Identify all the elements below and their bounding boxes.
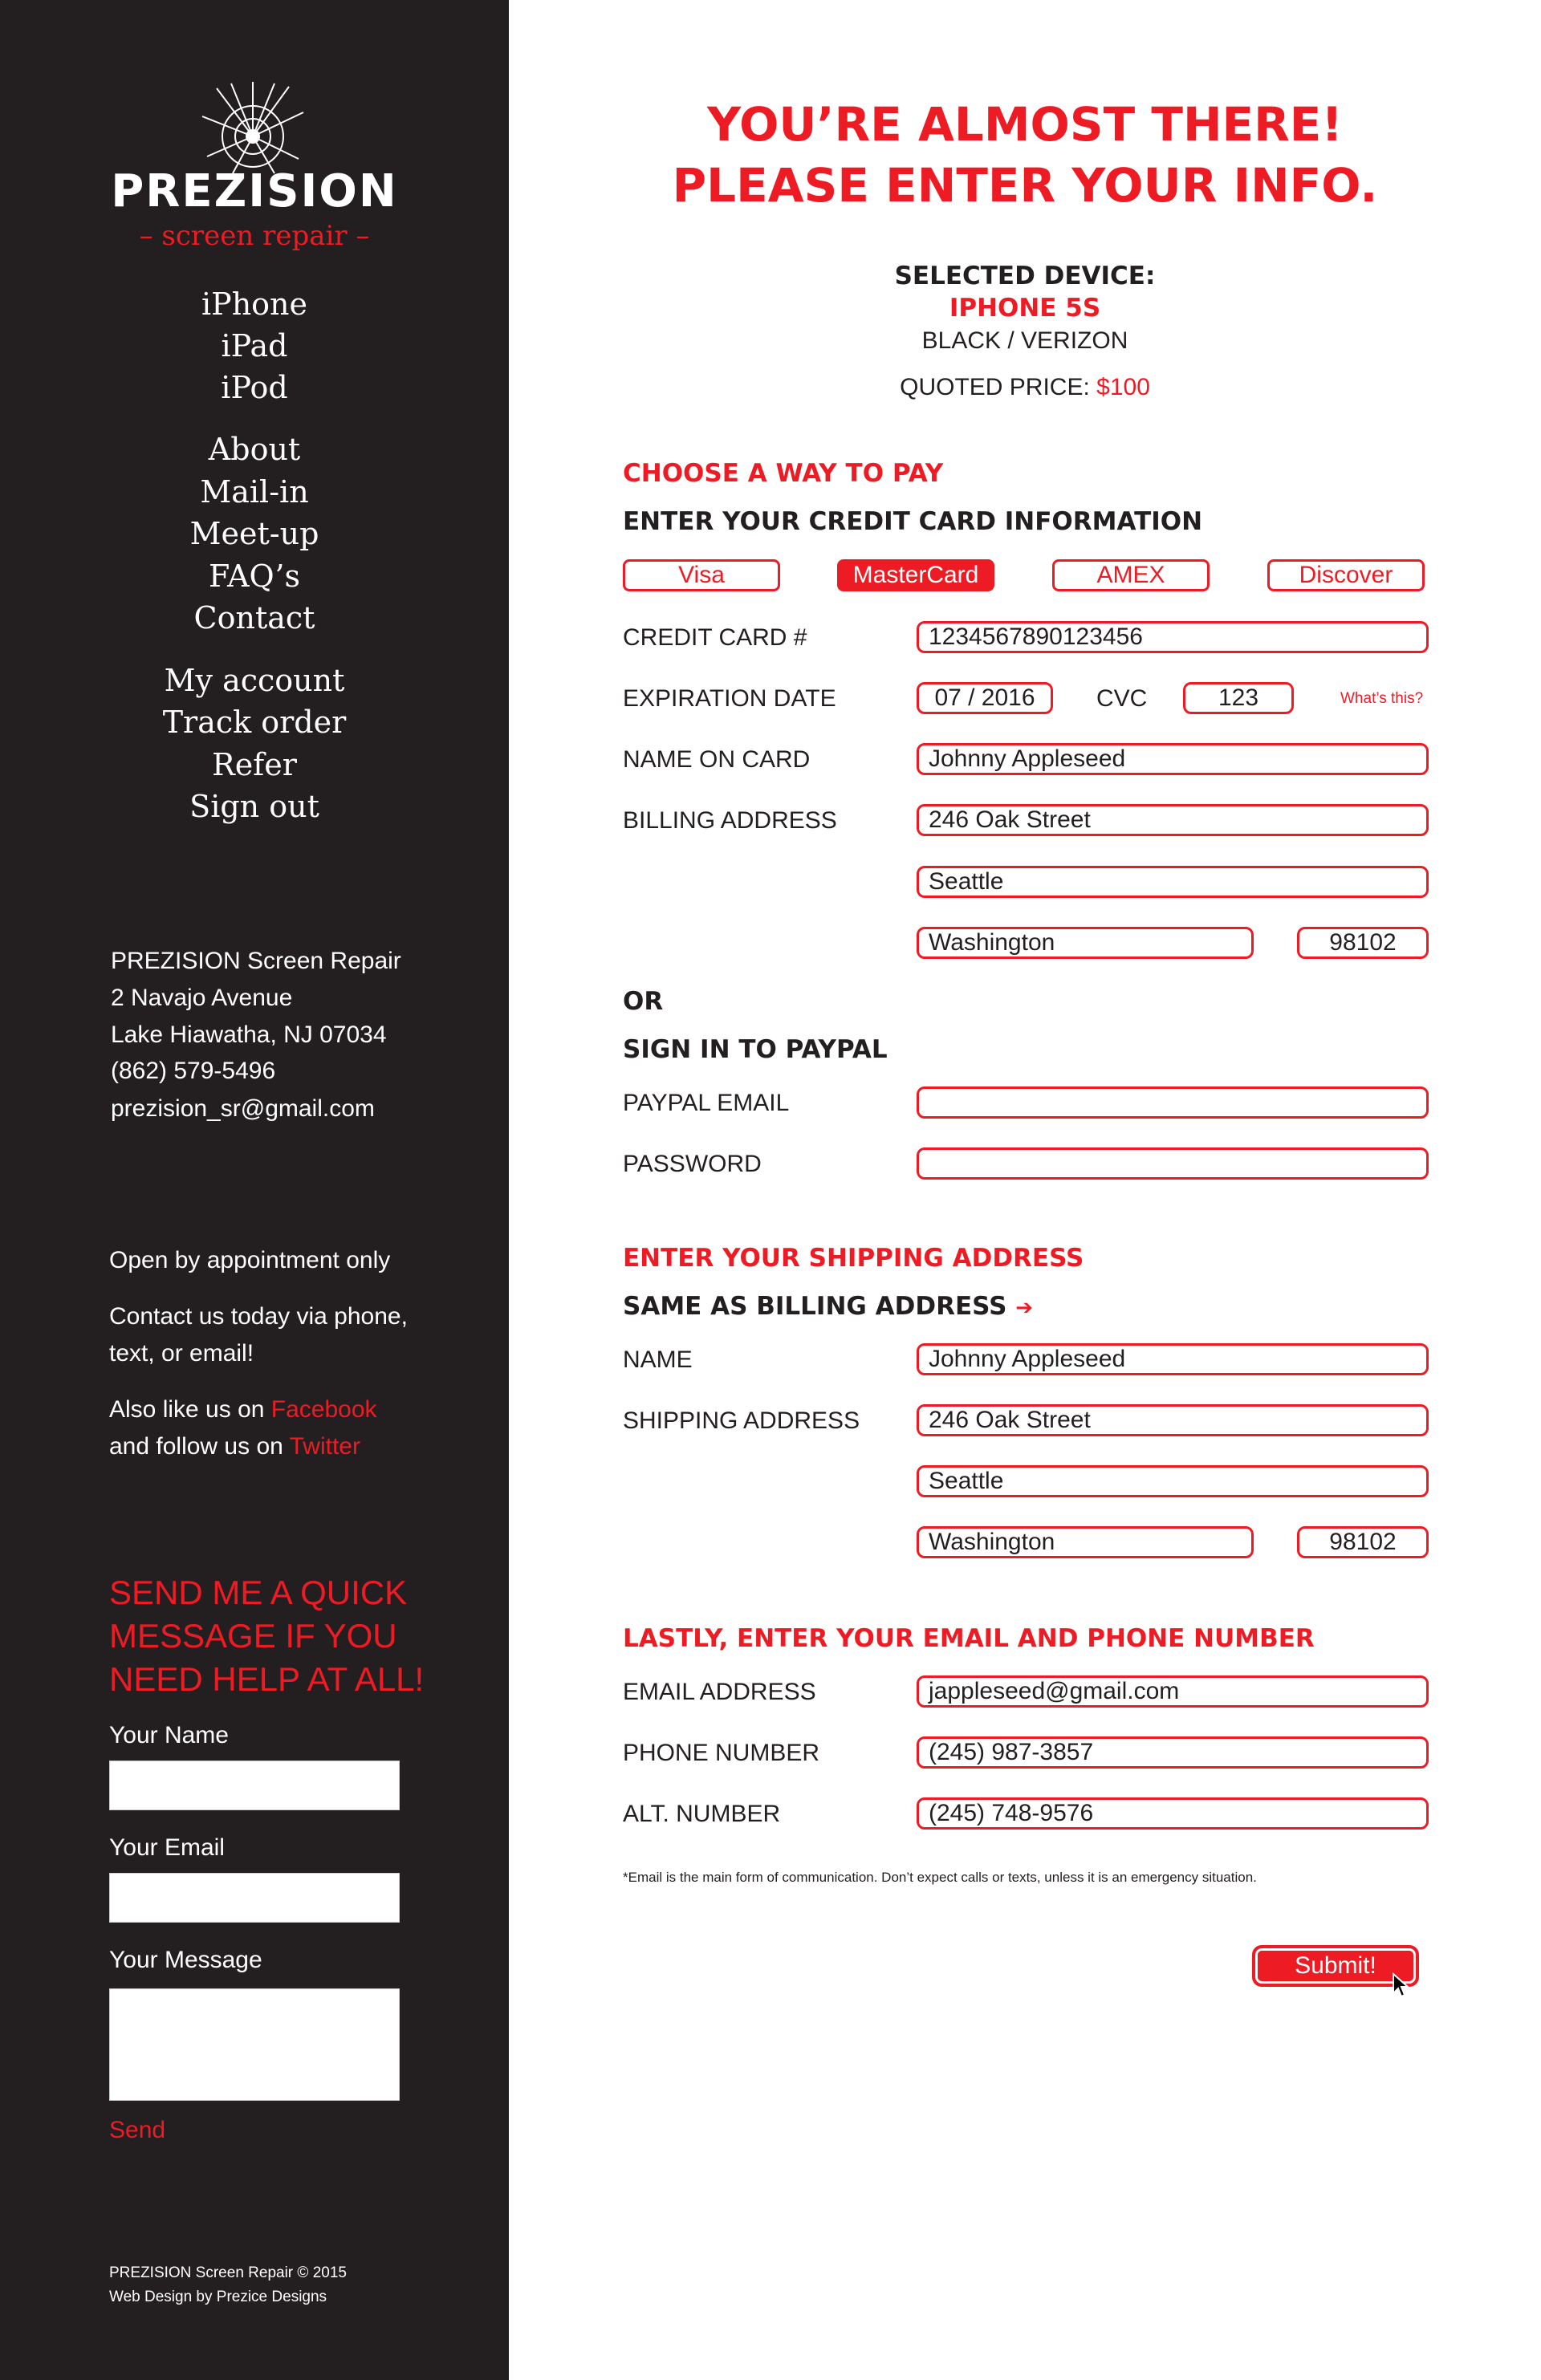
email-phone-heading: LASTLY, ENTER YOUR EMAIL AND PHONE NUMBER (623, 1624, 1315, 1653)
shipping-heading: ENTER YOUR SHIPPING ADDRESS (623, 1244, 1084, 1273)
shipping-zip-field[interactable]: 98102 (1297, 1526, 1429, 1558)
billing-state-field[interactable]: Washington (917, 927, 1254, 959)
nav-track-order[interactable]: Track order (162, 705, 347, 740)
billing-city-field[interactable]: Seattle (917, 866, 1429, 898)
company-name: PREZISION Screen Repair (111, 948, 401, 974)
facebook-link[interactable]: Facebook (270, 1396, 377, 1423)
nav-my-account[interactable]: My account (164, 663, 345, 698)
shipping-name-field[interactable]: Johnny Appleseed (917, 1343, 1429, 1375)
selected-device-heading: SELECTED DEVICE: (894, 262, 1156, 290)
company-street: 2 Navajo Avenue (111, 985, 293, 1011)
shipping-state-field[interactable]: Washington (917, 1526, 1254, 1558)
password-field[interactable] (917, 1147, 1429, 1180)
company-phone[interactable]: (862) 579-5496 (111, 1058, 276, 1084)
twitter-line (109, 1428, 360, 1465)
nav-refer[interactable]: Refer (212, 747, 297, 782)
device-model: IPHONE 5S (949, 294, 1101, 323)
nav-ipod[interactable]: iPod (221, 370, 288, 405)
quoted-price-value: $100 (1096, 374, 1150, 400)
nav-sign-out[interactable]: Sign out (189, 789, 319, 824)
your-email-input[interactable] (109, 1873, 400, 1923)
discover-button[interactable]: Discover (1267, 559, 1425, 591)
alt-number-label: ALT. NUMBER (623, 1801, 781, 1827)
email-note: *Email is the main form of communication. Don’t expect calls or texts, unless it is an emergency situation. (623, 1870, 1257, 1885)
expiration-field[interactable]: 07 / 2016 (917, 682, 1053, 714)
amex-button[interactable]: AMEX (1052, 559, 1210, 591)
email-address-field[interactable]: jappleseed@gmail.com (917, 1675, 1429, 1708)
same-as-billing-label: SAME AS BILLING ADDRESS (623, 1292, 1007, 1321)
visa-button[interactable]: Visa (623, 559, 780, 591)
headline-line1: YOU’RE ALMOST THERE! (707, 97, 1343, 152)
nav-meet-up[interactable]: Meet-up (189, 516, 319, 551)
company-email[interactable]: prezision_sr@gmail.com (111, 1095, 375, 1122)
contact-cta-line2: text, or email! (109, 1340, 254, 1367)
mouse-cursor-icon (1392, 1972, 1411, 1998)
name-on-card-label: NAME ON CARD (623, 746, 811, 773)
cracked-glass-logo-icon (201, 80, 305, 177)
logo-tagline: – screen repair – (139, 220, 370, 252)
twitter-prefix: and follow us on (109, 1433, 290, 1460)
nav-mail-in[interactable]: Mail-in (200, 474, 309, 510)
your-name-input[interactable] (109, 1761, 400, 1810)
cvc-field[interactable]: 123 (1183, 682, 1294, 714)
footer-credit: Web Design by Prezice Designs (109, 2289, 327, 2305)
nav-faqs[interactable]: FAQ’s (209, 558, 300, 594)
shipping-city-field[interactable]: Seattle (917, 1465, 1429, 1497)
submit-button[interactable]: Submit! (1252, 1945, 1419, 1987)
device-variant: BLACK / VERIZON (921, 327, 1128, 354)
shipping-street-field[interactable]: 246 Oak Street (917, 1404, 1429, 1436)
cc-number-field[interactable]: 1234567890123456 (917, 621, 1429, 653)
paypal-heading: SIGN IN TO PAYPAL (623, 1035, 888, 1064)
nav-contact[interactable]: Contact (193, 600, 315, 636)
name-on-card-field[interactable]: Johnny Appleseed (917, 743, 1429, 775)
contact-cta-line1: Contact us today via phone, (109, 1303, 408, 1330)
shipping-name-label: NAME (623, 1346, 693, 1373)
nav-about[interactable]: About (208, 432, 301, 467)
hours-text: Open by appointment only (109, 1247, 391, 1273)
or-divider: OR (623, 987, 664, 1016)
same-as-billing-link[interactable] (623, 1292, 1033, 1321)
nav-iphone[interactable]: iPhone (201, 286, 308, 322)
alt-number-field[interactable]: (245) 748-9576 (917, 1797, 1429, 1830)
email-address-label: EMAIL ADDRESS (623, 1679, 816, 1705)
arrow-right-icon: ➔ (1015, 1296, 1033, 1320)
billing-address-label: BILLING ADDRESS (623, 807, 837, 834)
quoted-price (509, 374, 1541, 401)
password-label: PASSWORD (623, 1151, 762, 1177)
expiration-label: EXPIRATION DATE (623, 685, 836, 712)
shipping-address-label: SHIPPING ADDRESS (623, 1407, 860, 1434)
cc-number-label: CREDIT CARD # (623, 624, 807, 651)
facebook-line (109, 1391, 377, 1428)
paypal-email-field[interactable] (917, 1086, 1429, 1119)
quick-message-title: SEND ME A QUICK MESSAGE IF YOU NEED HELP AT ALL! (109, 1574, 425, 1698)
choose-payment-heading: CHOOSE A WAY TO PAY (623, 459, 944, 488)
billing-street-field[interactable]: 246 Oak Street (917, 804, 1429, 836)
headline-line2: PLEASE ENTER YOUR INFO. (672, 158, 1378, 213)
billing-zip-field[interactable]: 98102 (1297, 927, 1429, 959)
nav-ipad[interactable]: iPad (221, 328, 288, 363)
your-name-label: Your Name (109, 1722, 229, 1748)
phone-number-field[interactable]: (245) 987-3857 (917, 1736, 1429, 1769)
mastercard-button[interactable]: MasterCard (837, 559, 994, 591)
cvc-label: CVC (1096, 685, 1148, 712)
phone-number-label: PHONE NUMBER (623, 1740, 820, 1766)
your-message-textarea[interactable] (109, 1988, 400, 2101)
cvc-help-link[interactable]: What’s this? (1340, 690, 1424, 707)
company-city: Lake Hiawatha, NJ 07034 (111, 1021, 387, 1048)
quoted-price-label: QUOTED PRICE: (900, 374, 1097, 400)
footer-copyright: PREZISION Screen Repair © 2015 (109, 2264, 347, 2281)
sidebar (0, 0, 509, 2380)
facebook-prefix: Also like us on (109, 1396, 271, 1423)
twitter-link[interactable]: Twitter (289, 1433, 360, 1460)
paypal-email-label: PAYPAL EMAIL (623, 1090, 790, 1116)
your-message-label: Your Message (109, 1947, 262, 1973)
logo-wordmark[interactable]: PREZISION (111, 165, 398, 217)
checkout-form (509, 0, 1541, 2380)
credit-card-heading: ENTER YOUR CREDIT CARD INFORMATION (623, 507, 1203, 536)
send-button[interactable]: Send (109, 2117, 166, 2143)
your-email-label: Your Email (109, 1834, 225, 1861)
